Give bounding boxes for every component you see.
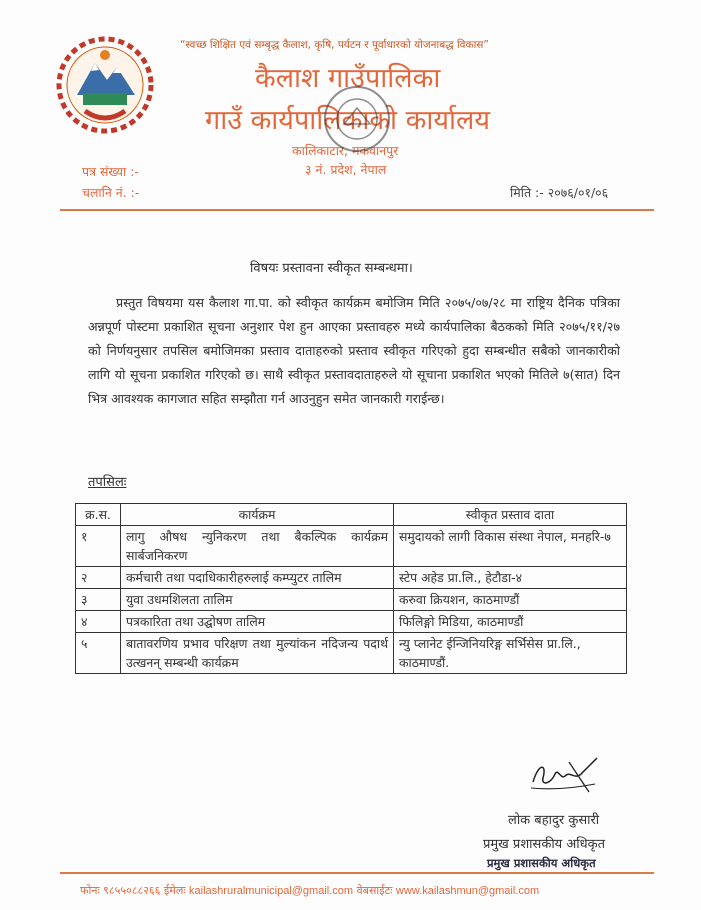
row-serial: ३ xyxy=(76,589,121,611)
office-seal-stamp xyxy=(322,84,392,154)
row-program: पत्रकारिता तथा उद्घोषण तालिम xyxy=(121,611,394,633)
table-row xyxy=(76,589,627,611)
row-proposer: स्टेप अहेड प्रा.लि., हेटौडा-४ xyxy=(394,567,627,589)
letter-number-label: पत्र संख्या :- xyxy=(82,164,139,179)
letter-subject: विषयः प्रस्तावना स्वीकृत सम्बन्धमा। xyxy=(250,261,413,276)
row-proposer: न्यु प्लानेट ईन्जिनियरिङ्ग सर्भिसेस प्रा.लि., काठमाण्डौं. xyxy=(394,633,627,674)
table-row xyxy=(76,567,627,589)
table-row xyxy=(76,633,627,674)
header-program: कार्यक्रम xyxy=(121,504,394,526)
email-label: ईमेलः xyxy=(163,884,186,897)
details-label: तपसिलः xyxy=(88,475,127,490)
row-program: लागु औषध न्युनिकरण तथा बैकल्पिक कार्यक्रम सार्बजनिकरण xyxy=(121,526,394,567)
signatory-name: लोक बहादुर कुसारी xyxy=(508,813,600,828)
row-serial: १ xyxy=(76,526,121,567)
office-subtitle: गाउँ कार्यपालिकाको कार्यालय xyxy=(205,105,490,136)
office-title: कैलाश गाउँपालिका xyxy=(255,63,441,94)
row-program: कर्मचारी तथा पदाधिकारीहरुलाई कम्प्युटर तालिम xyxy=(121,567,394,589)
row-serial: ५ xyxy=(76,633,121,674)
table-row xyxy=(76,526,627,567)
row-program: बातावरणिय प्रभाव परिक्षण तथा मुल्यांकन नदिजन्य पदार्थ उत्खनन् सम्बन्धी कार्यक्रम xyxy=(121,633,394,674)
row-proposer: करुवा क्रियशन, काठमाण्डौं xyxy=(394,589,627,611)
header-divider xyxy=(60,209,654,211)
date-label: मिति :- २०७६/०१/०६ xyxy=(510,185,609,200)
row-serial: २ xyxy=(76,567,121,589)
address-line-2: ३ नं. प्रदेश, नेपाल xyxy=(305,162,387,177)
header-serial: क्र.स. xyxy=(76,504,121,526)
approved-proposals-table xyxy=(75,503,627,674)
address-line-1: कालिकाटार, मकवानपुर xyxy=(292,143,399,158)
email-address: kailashruralmunicipal@gmail.com xyxy=(189,885,354,897)
footer-divider xyxy=(60,872,654,874)
signatory-post: प्रमुख प्रशासकीय अधिकृत xyxy=(483,837,606,852)
table-header-row xyxy=(76,504,627,526)
table-row xyxy=(76,611,627,633)
row-program: युवा उधमशिलता तालिम xyxy=(121,589,394,611)
row-proposer: फिलिङ्गो मिडिया, काठमाण्डौं xyxy=(394,611,627,633)
footer-contact xyxy=(80,883,539,898)
website-label: वेबसाईटः xyxy=(356,884,393,897)
nepal-emblem-logo xyxy=(55,35,155,135)
slogan: “स्वच्छ शिक्षित एवं सम्बृद्ध कैलाश, कृषि, पर्यटन र पूर्वाधारको योजनाबद्ध विकास” xyxy=(180,39,489,51)
dispatch-number-label: चलानि नं. :- xyxy=(82,185,140,200)
letter-body-text: प्रस्तुत विषयमा यस कैलाश गा.पा. को स्वीकृत कार्यक्रम बमोजिम मिति २०७५/०७/२८ मा राष्ट्रिय दैनिक पत्रिका अन्नपूर्ण पोस्टमा प्रकाशित सूचना अनुशार पेश हुन आएका प्रस्तावहरु मध्ये कार्यपालिका बैठकको मिति २०७५/११/२७ को निर्णयनुसार तपसिल बमोजिमका प्रस्ताव दाताहरुको प्रस्ताव स्वीकृत गरिएको हुदा सम्बन्धीत सबैको जानकारीको लागि यो सूचना प्रकाशित गरिएको छ। साथै स्वीकृत प्रस्तावदाताहरुले यो सूचाना प्रकाशित भएको मितिले ७(सात) दिन भित्र आवश्यक कागजात सहित सम्झौता गर्न आउनुहुन समेत जानकारी गराईन्छ। xyxy=(88,295,620,406)
phone-label: फोनः xyxy=(80,884,100,897)
website-address: www.kailashmun@gmail.com xyxy=(395,885,540,897)
designation-stamp: प्रमुख प्रशासकीय अधिकृत xyxy=(487,856,596,870)
letter-body xyxy=(88,291,620,411)
phone-number: ९८५५०८८२६६ xyxy=(103,884,161,897)
handwritten-signature xyxy=(525,752,605,797)
row-serial: ४ xyxy=(76,611,121,633)
header-proposer: स्वीकृत प्रस्ताव दाता xyxy=(394,504,627,526)
row-proposer: समुदायको लागी विकास संस्था नेपाल, मनहरि-७ xyxy=(394,526,627,567)
